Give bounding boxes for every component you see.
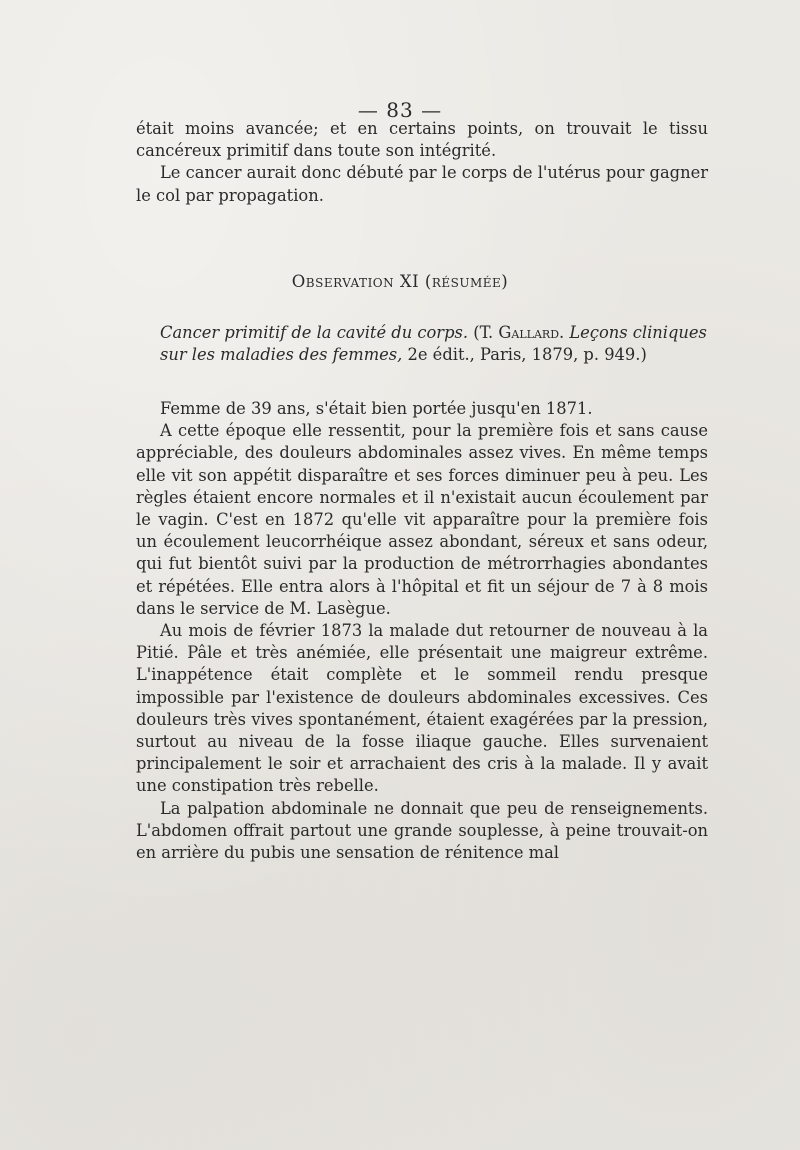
- citation-work: Leçons cliniques sur les maladies des femmes,: [160, 323, 707, 365]
- paragraph: La palpation abdominale ne donnait que peu de renseignements. L'abdomen offrait partout une grande souplesse, à peine trouvait-on en arrière du pubis une sensation de rénitence mal: [136, 798, 708, 863]
- paragraph: Le cancer aurait donc débuté par le corps de l'utérus pour gagner le col par propagation.: [136, 163, 708, 205]
- observation-body: [136, 398, 708, 864]
- paragraph: Au mois de février 1873 la malade dut retourner de nouveau à la Pitié. Pâle et très anémiée, elle présentait une maigreur extrême. L'inappétence était complète et le sommeil rendu presque impossible par l'existence de douleurs abdominales excessives. Ces douleurs très vives spontanément, étaient exagérées par la pression, surtout au niveau de la fosse iliaque gauche. Elles survenaient principalement le soir et arrachaient des cris à la malade. Il y avait une constipation très rebelle.: [136, 621, 708, 796]
- citation-title: Cancer primitif de la cavité du corps.: [160, 323, 469, 342]
- intro-text: [136, 118, 708, 207]
- citation-open: (T.: [473, 323, 494, 342]
- paragraph: Femme de 39 ans, s'était bien portée jusqu'en 1871.: [160, 399, 593, 418]
- page-number: — 83 —: [357, 98, 443, 122]
- paragraph: était moins avancée; et en certains points, on trouvait le tissu cancéreux primitif dans toute son intégrité.: [136, 119, 708, 161]
- observation-citation: [160, 322, 708, 366]
- paragraph: A cette époque elle ressentit, pour la première fois et sans cause appréciable, des douleurs abdominales assez vives. En même temps elle vit son appétit disparaître et ses forces diminuer peu à peu. Les règles étaient encore normales et il n'existait aucun écoulement par le vagin. C'est en 1872 qu'elle vit apparaître pour la première fois un écoulement leucorrhéique assez abondant, séreux et sans odeur, qui fut bientôt suivi par la production de métrorrhagies abondantes et répétées. Elle entra alors à l'hôpital et fit un séjour de 7 à 8 mois dans le service de M. Lasègue.: [136, 421, 708, 618]
- observation-title: Observation XI (résumée): [291, 272, 509, 291]
- citation-rest: 2e édit., Paris, 1879, p. 949.): [407, 345, 647, 365]
- citation-author: Gallard.: [498, 323, 565, 342]
